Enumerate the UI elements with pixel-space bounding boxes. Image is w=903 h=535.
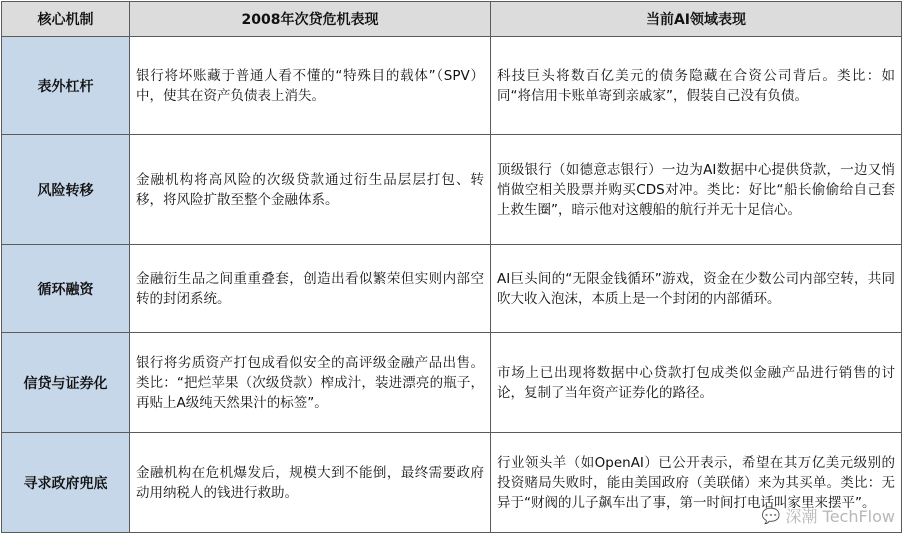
crisis-2008-cell: 金融机构将高风险的次级贷款通过衍生品层层打包、转移，将风险扩散至整个金融体系。 xyxy=(130,135,491,245)
header-row xyxy=(2,2,902,37)
ai-now-cell: 科技巨头将数百亿美元的债务隐藏在合资公司背后。类比：如同“将信用卡账单寄到亲戚家”，假装自己没有负债。 xyxy=(491,37,902,135)
mechanism-cell: 风险转移 xyxy=(2,135,130,245)
table-row xyxy=(2,37,902,135)
table-row xyxy=(2,433,902,533)
crisis-2008-cell: 金融机构在危机爆发后，规模大到不能倒，最终需要政府动用纳税人的钱进行救助。 xyxy=(130,433,491,533)
header-2008-crisis: 2008年次贷危机表现 xyxy=(130,2,491,37)
chat-bubble-icon: 💬 xyxy=(761,506,781,525)
comparison-table xyxy=(1,1,902,533)
table-row xyxy=(2,135,902,245)
table-row xyxy=(2,245,902,333)
mechanism-cell: 信贷与证券化 xyxy=(2,333,130,433)
crisis-2008-cell: 银行将劣质资产打包成看似安全的高评级金融产品出售。类比：“把烂苹果（次级贷款）榨成汁，装进漂亮的瓶子，再贴上A级纯天然果汁的标签”。 xyxy=(130,333,491,433)
ai-now-cell: 行业领头羊（如OpenAI）已公开表示，希望在其万亿美元级别的投资赌局失败时，能由美国政府（美联储）来为其买单。类比：无异于“财阀的儿子飙车出了事，第一时间打电话叫家里来摆平”。 xyxy=(491,433,902,533)
header-mechanism: 核心机制 xyxy=(2,2,130,37)
crisis-2008-cell: 金融衍生品之间重重叠套，创造出看似繁荣但实则内部空转的封闭系统。 xyxy=(130,245,491,333)
mechanism-cell: 寻求政府兜底 xyxy=(2,433,130,533)
table-row xyxy=(2,333,902,433)
watermark-text: 深潮 TechFlow xyxy=(785,507,895,526)
ai-now-cell: AI巨头间的“无限金钱循环”游戏，资金在少数公司内部空转，共同吹大收入泡沫，本质上是一个封闭的内部循环。 xyxy=(491,245,902,333)
ai-now-cell: 市场上已出现将数据中心贷款打包成类似金融产品进行销售的讨论，复制了当年资产证券化的路径。 xyxy=(491,333,902,433)
crisis-2008-cell: 银行将坏账藏于普通人看不懂的“特殊目的载体”（SPV）中，使其在资产负债表上消失。 xyxy=(130,37,491,135)
header-ai-now: 当前AI领域表现 xyxy=(491,2,902,37)
mechanism-cell: 循环融资 xyxy=(2,245,130,333)
ai-now-cell: 顶级银行（如德意志银行）一边为AI数据中心提供贷款，一边又悄悄做空相关股票并购买CDS对冲。类比：好比“船长偷偷给自己套上救生圈”，暗示他对这艘船的航行并无十足信心。 xyxy=(491,135,902,245)
mechanism-cell: 表外杠杆 xyxy=(2,37,130,135)
